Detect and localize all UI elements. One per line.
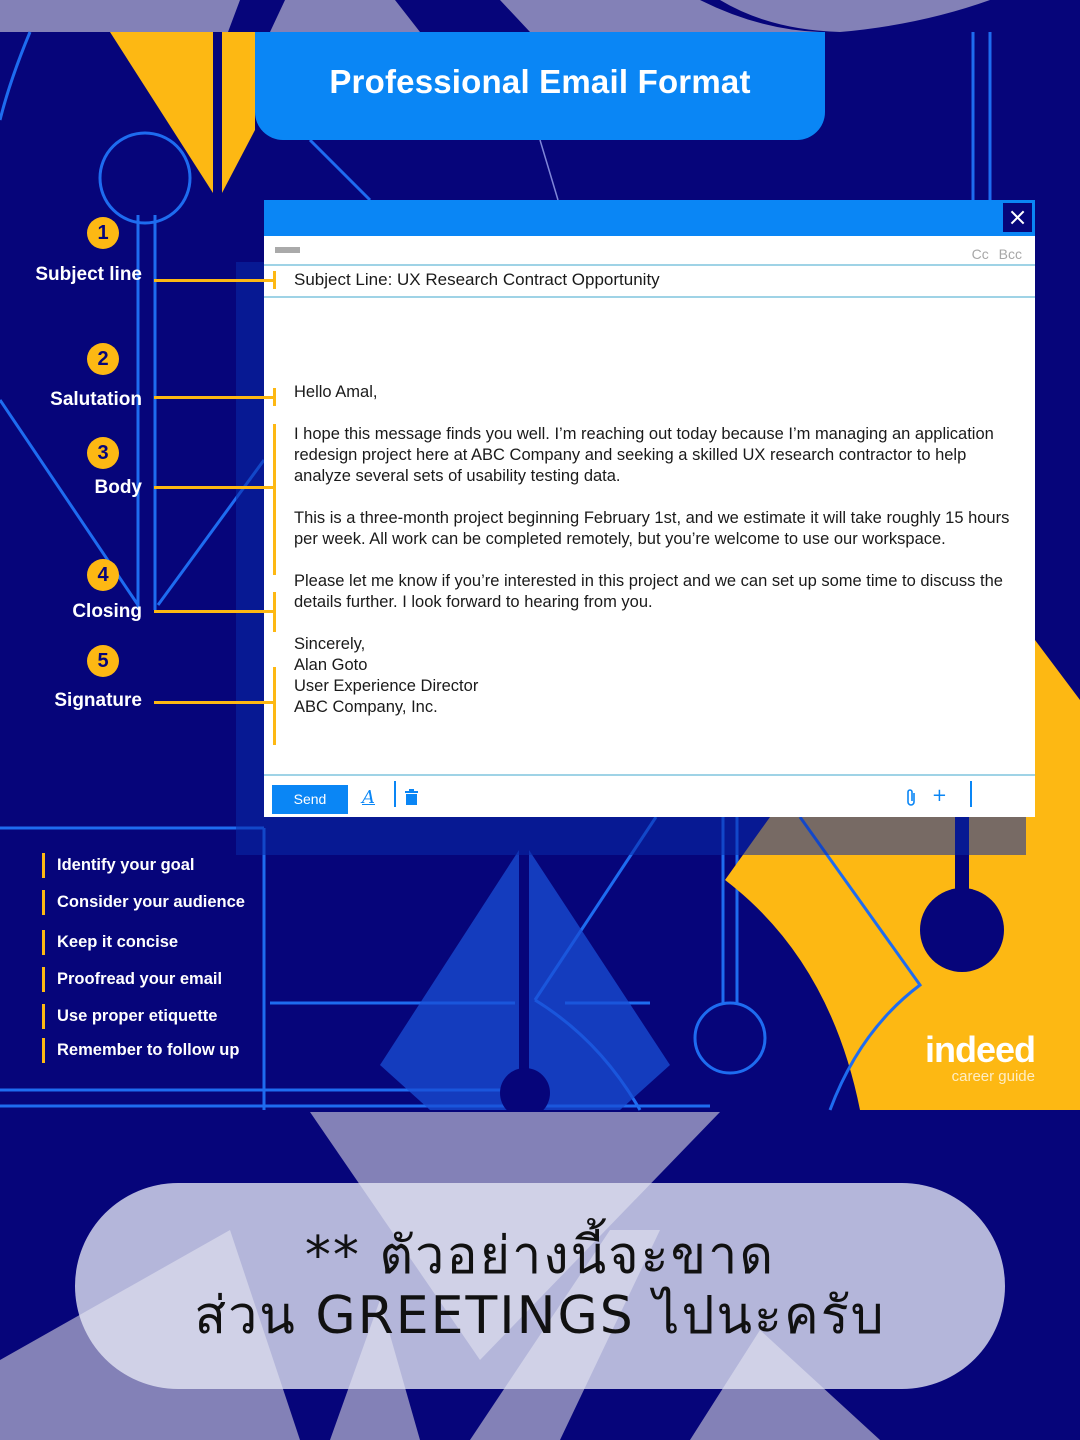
trash-icon[interactable] bbox=[405, 789, 418, 810]
close-button[interactable] bbox=[1003, 203, 1032, 232]
plus-icon[interactable]: + bbox=[931, 785, 947, 806]
subject-connector bbox=[154, 279, 274, 282]
subject-field[interactable]: Subject Line: UX Research Contract Opportunity bbox=[264, 266, 1035, 298]
salutation-text: Hello Amal, bbox=[294, 383, 378, 401]
send-button[interactable]: Send bbox=[272, 785, 348, 814]
section-label-closing: Closing bbox=[72, 601, 142, 622]
toolbar-divider-right bbox=[970, 781, 972, 807]
section-label-salutation: Salutation bbox=[50, 389, 142, 410]
signature-connector bbox=[154, 701, 274, 704]
toolbar-divider bbox=[394, 781, 396, 807]
body-connector bbox=[154, 486, 274, 489]
to-field[interactable] bbox=[264, 236, 1035, 266]
body-paragraph-1: I hope this message finds you well. I’m reaching out today because I’m managing an application redesign project here at ABC Company and seeking a skilled UX research contractor to help analyze several sets of usability testing data. bbox=[294, 425, 994, 485]
logo-subtitle: career guide bbox=[951, 1068, 1035, 1085]
text-format-icon[interactable]: A bbox=[362, 787, 375, 808]
section-label-subject: Subject line bbox=[35, 264, 142, 285]
signature-title: User Experience Director bbox=[294, 677, 479, 695]
tip-item: Proofread your email bbox=[42, 967, 245, 992]
salutation-connector bbox=[154, 396, 274, 399]
cc-link[interactable]: Cc bbox=[971, 246, 989, 262]
email-toolbar bbox=[264, 774, 1035, 817]
tip-item: Keep it concise bbox=[42, 930, 245, 955]
page-title: Professional Email Format bbox=[329, 63, 751, 100]
signature-company: ABC Company, Inc. bbox=[294, 698, 438, 716]
signature-bracket bbox=[273, 667, 276, 745]
paperclip-icon[interactable] bbox=[905, 788, 917, 813]
section-number-5: 5 bbox=[87, 645, 119, 677]
title-banner bbox=[255, 32, 825, 140]
tip-item: Identify your goal bbox=[42, 853, 245, 878]
to-placeholder-bar bbox=[275, 247, 300, 253]
email-titlebar bbox=[264, 200, 1035, 236]
signature-name: Alan Goto bbox=[294, 656, 368, 674]
closing-connector bbox=[154, 610, 274, 613]
tip-item: Remember to follow up bbox=[42, 1038, 245, 1063]
caption-line-1: ** ตัวอย่างนี้จะขาด bbox=[304, 1226, 776, 1286]
cc-bcc-links bbox=[966, 246, 1022, 262]
email-compose-window bbox=[264, 200, 1035, 817]
tip-item: Use proper etiquette bbox=[42, 1004, 245, 1029]
section-label-body: Body bbox=[94, 477, 142, 498]
section-number-4: 4 bbox=[87, 559, 119, 591]
email-body[interactable] bbox=[294, 382, 1014, 718]
caption-bubble bbox=[75, 1183, 1005, 1389]
section-number-3: 3 bbox=[87, 437, 119, 469]
signature-signoff: Sincerely, bbox=[294, 635, 366, 653]
closing-paragraph: Please let me know if you’re interested in this project and we can set up some time to discuss the details further. I look forward to hearing from you. bbox=[294, 572, 1003, 611]
body-paragraph-2: This is a three-month project beginning February 1st, and we estimate it will take roughly 15 hours per week. All work can be completed remotely, but you’re welcome to use our workspace. bbox=[294, 509, 1010, 548]
close-icon: × bbox=[1007, 203, 1028, 231]
tips-list bbox=[42, 853, 245, 1063]
section-label-signature: Signature bbox=[54, 690, 142, 711]
indeed-logo bbox=[905, 1030, 1035, 1085]
bcc-link[interactable]: Bcc bbox=[998, 246, 1022, 262]
tip-item: Consider your audience bbox=[42, 890, 245, 915]
logo-wordmark: indeed bbox=[924, 1029, 1035, 1070]
caption-line-2: ส่วน GREETINGS ไปนะครับ bbox=[194, 1286, 886, 1346]
section-number-2: 2 bbox=[87, 343, 119, 375]
body-bracket bbox=[273, 424, 276, 575]
section-number-1: 1 bbox=[87, 217, 119, 249]
